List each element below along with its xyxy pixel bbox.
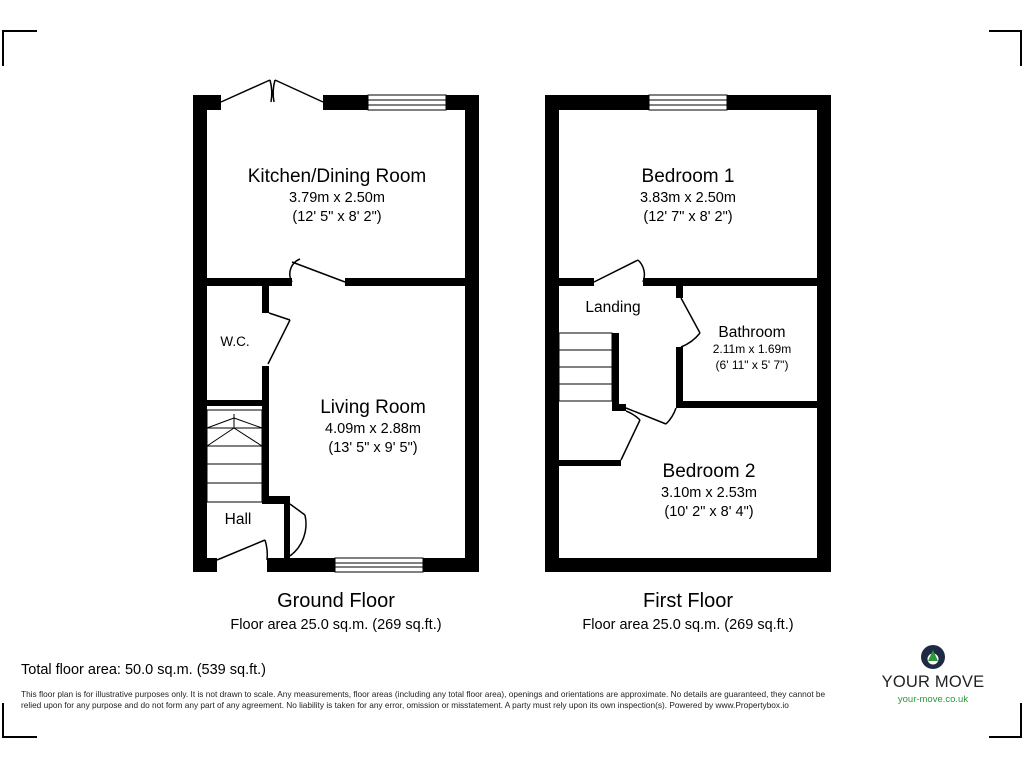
kitchen-metric: 3.79m x 2.50m [289, 190, 385, 206]
first-floor-title: First Floor [643, 590, 733, 612]
kitchen-imperial: (12' 5" x 8' 2") [292, 209, 382, 225]
ground-floor-title: Ground Floor [277, 590, 395, 612]
living-name: Living Room [320, 397, 426, 418]
first-floor-area: Floor area 25.0 sq.m. (269 sq.ft.) [582, 617, 794, 633]
hall-name: Hall [224, 511, 252, 528]
bedroom2-name: Bedroom 2 [662, 461, 756, 482]
disclaimer-text: This floor plan is for illustrative purposes only. It is not drawn to scale. Any measurements, floor areas (including any total floor area), openings and orientations are approximate. No details are guaranteed, they cannot be relied upon for any purpose and do not form any part of any agreement. No liability is taken for any error, omission or misstatement. A party must rely upon its own inspection(s). Powered by www.Propertybox.io [21, 689, 826, 710]
total-floor-area: Total floor area: 50.0 sq.m. (539 sq.ft.) [21, 662, 267, 678]
your-move-logo-icon [921, 645, 945, 669]
ground-floor-area: Floor area 25.0 sq.m. (269 sq.ft.) [230, 617, 442, 633]
bathroom-metric: 2.11m x 1.69m [712, 342, 792, 356]
crop-marks [3, 31, 1021, 737]
logo-name: YOUR MOVE [881, 673, 985, 691]
bedroom1-metric: 3.83m x 2.50m [640, 190, 736, 206]
logo-url: your-move.co.uk [897, 694, 969, 705]
bedroom2-metric: 3.10m x 2.53m [661, 485, 757, 501]
bathroom-imperial: (6' 11" x 5' 7") [715, 358, 789, 372]
living-imperial: (13' 5" x 9' 5") [328, 440, 418, 456]
wc-name: W.C. [220, 334, 250, 349]
bedroom1-name: Bedroom 1 [641, 166, 735, 187]
landing-name: Landing [585, 299, 641, 316]
living-metric: 4.09m x 2.88m [325, 421, 421, 437]
kitchen-name: Kitchen/Dining Room [247, 166, 427, 187]
bedroom1-imperial: (12' 7" x 8' 2") [643, 209, 733, 225]
bathroom-name: Bathroom [718, 324, 786, 341]
bedroom2-imperial: (10' 2" x 8' 4") [664, 504, 754, 520]
ground-floor-plan [193, 80, 479, 572]
